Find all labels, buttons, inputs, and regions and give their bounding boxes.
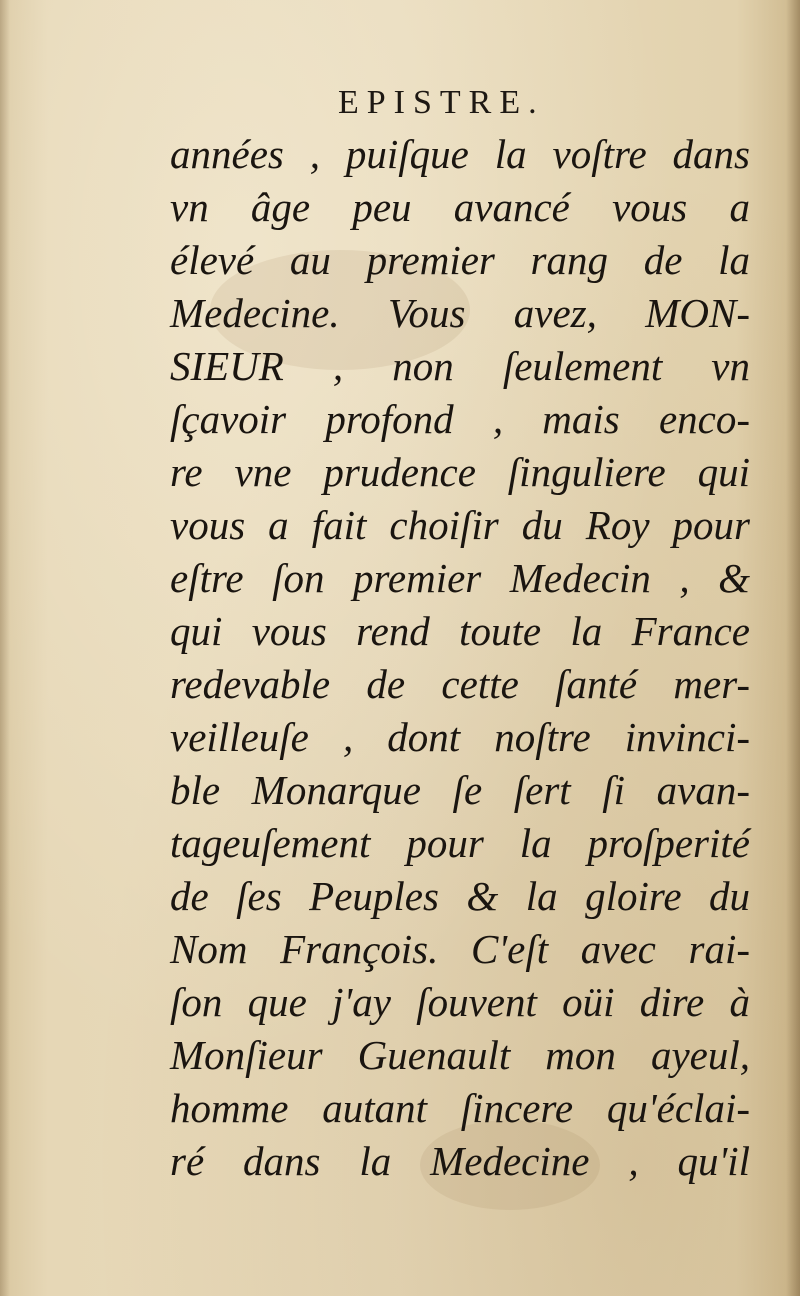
text-line: élevé au premier rang de la bbox=[170, 237, 750, 283]
text-line: qui vous rend toute la France bbox=[170, 608, 750, 654]
text-line: ſçavoir profond , mais enco- bbox=[170, 396, 750, 442]
text-line: re vne prudence ſinguliere qui bbox=[170, 449, 750, 495]
text-line: veilleuſe , dont noſtre invinci- bbox=[170, 714, 750, 760]
text-line: ble Monarque ſe ſert ſi avan- bbox=[170, 767, 750, 813]
text-line: redevable de cette ſanté mer- bbox=[170, 661, 750, 707]
text-line: de ſes Peuples & la gloire du bbox=[170, 873, 750, 919]
running-head: EPISTRE. bbox=[338, 84, 545, 121]
text-line: ré dans la Medecine , qu'il bbox=[170, 1138, 750, 1184]
body-text bbox=[170, 128, 750, 1188]
page-left-edge-shadow bbox=[0, 0, 10, 1296]
text-line: Nom François. C'eſt avec rai- bbox=[170, 926, 750, 972]
text-line: ſon que j'ay ſouvent oüi dire à bbox=[170, 979, 750, 1025]
text-line: homme autant ſincere qu'éclai- bbox=[170, 1085, 750, 1131]
text-line: années , puiſque la voſtre dans bbox=[170, 131, 750, 177]
text-line: SIEUR , non ſeulement vn bbox=[170, 343, 750, 389]
text-line: Medecine. Vous avez, MON- bbox=[170, 290, 750, 336]
text-line: vous a fait choiſir du Roy pour bbox=[170, 502, 750, 548]
text-line: eſtre ſon premier Medecin , & bbox=[170, 555, 750, 601]
page-gutter-shadow bbox=[786, 0, 800, 1296]
text-line: tageuſement pour la proſperité bbox=[170, 820, 750, 866]
text-line: vn âge peu avancé vous a bbox=[170, 184, 750, 230]
text-line: Monſieur Guenault mon ayeul, bbox=[170, 1032, 750, 1078]
